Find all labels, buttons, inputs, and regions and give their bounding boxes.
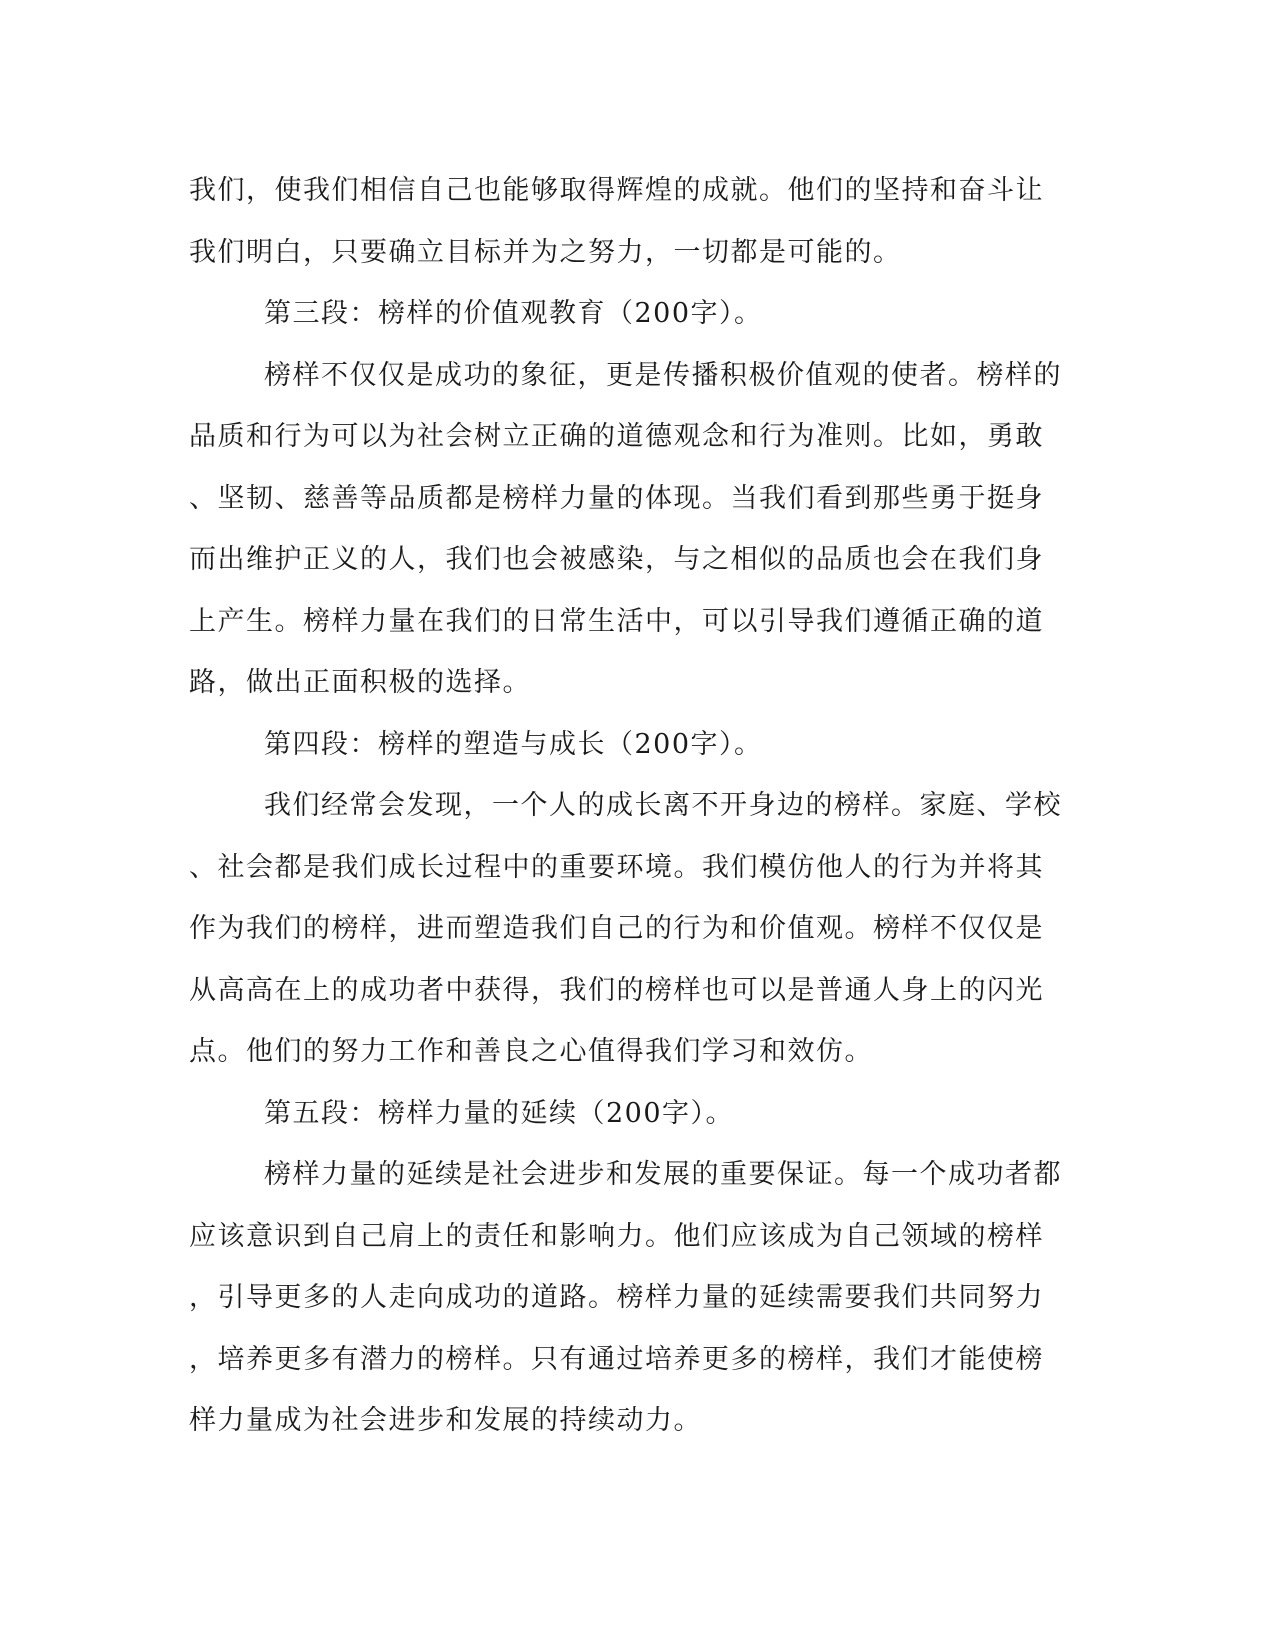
text-line: 品质和行为可以为社会树立正确的道德观念和行为准则。比如，勇敢 (189, 421, 1044, 452)
section4-paragraph (189, 775, 1089, 1083)
text-line: 路，做出正面积极的选择。 (189, 667, 531, 698)
document-body (189, 160, 1089, 1452)
intro-paragraph-end (189, 160, 1089, 283)
text-line: 榜样力量的延续是社会进步和发展的重要保证。每一个成功者都 (264, 1159, 1062, 1190)
text-line: 作为我们的榜样，进而塑造我们自己的行为和价值观。榜样不仅仅是 (189, 913, 1044, 944)
text-line: 而出维护正义的人，我们也会被感染，与之相似的品质也会在我们身 (189, 544, 1044, 575)
section3-heading: 第三段：榜样的价值观教育（200字）。 (264, 298, 763, 329)
text-line: ，引导更多的人走向成功的道路。榜样力量的延续需要我们共同努力 (189, 1282, 1044, 1313)
text-line: 、社会都是我们成长过程中的重要环境。我们模仿他人的行为并将其 (189, 851, 1044, 883)
section5-heading: 第五段：榜样力量的延续（200字）。 (264, 1097, 735, 1129)
text-line: 、坚韧、慈善等品质都是榜样力量的体现。当我们看到那些勇于挺身 (189, 482, 1044, 514)
section4-heading: 第四段：榜样的塑造与成长（200字）。 (264, 728, 763, 760)
text-line: 上产生。榜样力量在我们的日常生活中，可以引导我们遵循正确的道 (189, 605, 1044, 637)
text-line: 我们经常会发现，一个人的成长离不开身边的榜样。家庭、学校 (264, 790, 1062, 821)
text-line: 我们明白，只要确立目标并为之努力，一切都是可能的。 (189, 236, 902, 268)
section3-paragraph (189, 345, 1089, 714)
text-line: 样力量成为社会进步和发展的持续动力。 (189, 1405, 702, 1436)
text-line: 从高高在上的成功者中获得，我们的榜样也可以是普通人身上的闪光 (189, 974, 1044, 1006)
text-line: ，培养更多有潜力的榜样。只有通过培养更多的榜样，我们才能使榜 (189, 1343, 1044, 1375)
text-line: 应该意识到自己肩上的责任和影响力。他们应该成为自己领域的榜样 (189, 1220, 1044, 1252)
section5-paragraph (189, 1144, 1089, 1452)
text-line: 榜样不仅仅是成功的象征，更是传播积极价值观的使者。榜样的 (264, 359, 1062, 391)
text-line: 我们，使我们相信自己也能够取得辉煌的成就。他们的坚持和奋斗让 (189, 175, 1044, 206)
text-line: 点。他们的努力工作和善良之心值得我们学习和效仿。 (189, 1036, 873, 1067)
